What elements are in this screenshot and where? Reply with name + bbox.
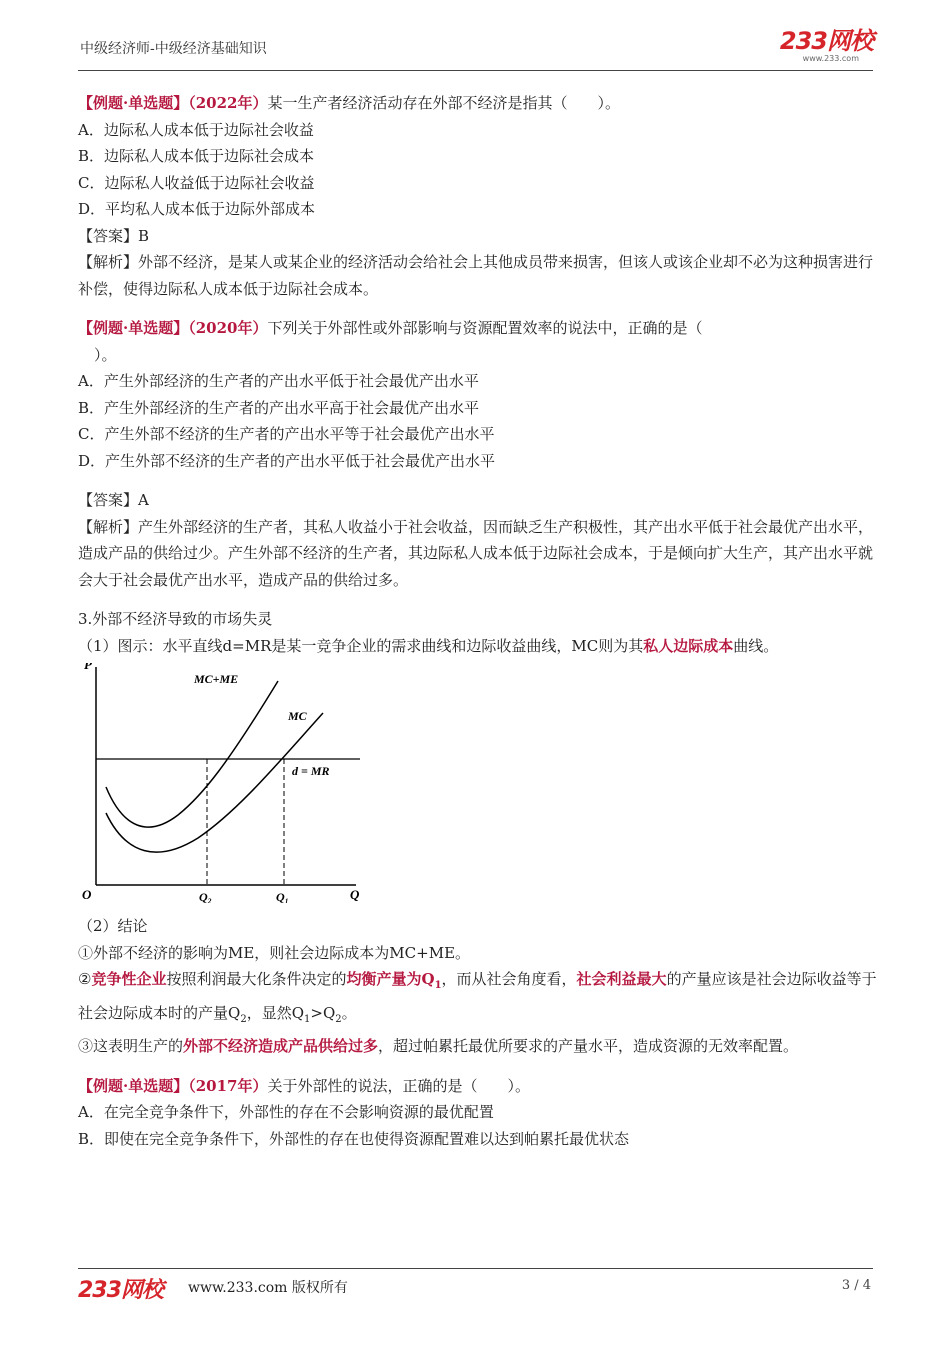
- option: B．产生外部经济的生产者的产出水平高于社会最优产出水平: [78, 398, 480, 417]
- figure-intro: （1）图示：水平直线d=MR是某一竞争企业的需求曲线和边际收益曲线，MC则为其私人边际成本曲线。: [78, 636, 779, 655]
- x-axis-label: Q: [350, 887, 360, 902]
- analysis: 【解析】外部不经济，是某人或某企业的经济活动会给社会上其他成员带来损害，但该人或该企业却不必为这种损害进行补偿，使得边际私人成本低于边际社会成本。: [78, 253, 874, 298]
- question-stem: 【例题·单选题】（2020年）下列关于外部性或外部影响与资源配置效率的说法中，正确的是（: [78, 319, 703, 337]
- footer-logo: 233网校: [78, 1278, 163, 1303]
- y-axis-label: P: [84, 663, 92, 672]
- question-tag: 【例题·单选题】（2022年）: [78, 94, 268, 112]
- question-stem-cont: ）。: [94, 345, 117, 364]
- curve-label-mc-me: MC+ME: [194, 672, 239, 686]
- copyright: www.233.com 版权所有: [188, 1280, 348, 1296]
- option: A．边际私人成本低于边际社会收益: [78, 120, 314, 139]
- option: D．产生外部不经济的生产者的产出水平低于社会最优产出水平: [78, 451, 496, 470]
- option: A．产生外部经济的生产者的产出水平低于社会最优产出水平: [78, 372, 479, 390]
- question-tag: 【例题·单选题】（2017年）: [78, 1076, 268, 1095]
- page-header: [78, 28, 873, 71]
- curve-label-mc: MC: [288, 709, 307, 723]
- logo-text: 233网校: [779, 27, 873, 55]
- option: C．产生外部不经济的生产者的产出水平等于社会最优产出水平: [78, 425, 495, 443]
- page-footer: [78, 1268, 873, 1309]
- conclusion-title: （2）结论: [78, 917, 148, 935]
- q2-label: Q₂: [199, 890, 212, 903]
- main-content: [78, 90, 878, 1152]
- section-title: 3.外部不经济导致的市场失灵: [78, 610, 273, 628]
- line-label-dmr: d = MR: [292, 764, 330, 778]
- origin-label: O: [82, 887, 92, 902]
- logo-url: www.233.com: [802, 54, 859, 63]
- option: A．在完全竞争条件下，外部性的存在不会影响资源的最优配置: [78, 1103, 494, 1121]
- option: B．边际私人成本低于边际社会成本: [78, 147, 315, 165]
- question-tag: 【例题·单选题】（2020年）: [78, 319, 268, 337]
- answer: 【答案】B: [78, 226, 150, 245]
- document-title: 中级经济师-中级经济基础知识: [80, 41, 267, 57]
- page-number: 3 / 4: [841, 1278, 871, 1293]
- conclusion-3: ③这表明生产的外部不经济造成产品供给过多，超过帕累托最优所要求的产量水平，造成资源的无效率配置。: [78, 1037, 799, 1055]
- conclusion-1: ①外部不经济的影响为ME，则社会边际成本为MC+ME。: [78, 943, 471, 962]
- option: D．平均私人成本低于边际外部成本: [78, 200, 316, 218]
- analysis: 【解析】产生外部经济的生产者，其私人收益小于社会收益，因而缺乏生产积极性，其产出水平低于社会最优产出水平，造成产品的供给过少。产生外部不经济的生产者，其边际私人成本低于边际社会成本，于是倾向扩大生产，其产出水平就会大于社会最优产出水平，造成产品的供给过多。: [78, 517, 874, 589]
- option: C．边际私人收益低于边际社会收益: [78, 173, 315, 192]
- externality-graph: [78, 663, 378, 903]
- option: B．即使在完全竞争条件下，外部性的存在也使得资源配置难以达到帕累托最优状态: [78, 1129, 630, 1148]
- brand-logo: [780, 28, 873, 63]
- question-stem: 【例题·单选题】（2017年）关于外部性的说法，正确的是（ ）。: [78, 1076, 530, 1095]
- graph-svg: [78, 663, 378, 903]
- conclusion-2: ②竞争性企业按照利润最大化条件决定的均衡产量为$Q_1$，而从社会角度看，社会利益最大的产量应该是社会边际收益等于社会边际成本时的产量$Q_2$，显然$Q_1>Q_2$。: [78, 970, 877, 1025]
- answer: 【答案】A: [78, 491, 149, 509]
- private-cost-curve: [106, 713, 323, 852]
- question-stem: 【例题·单选题】（2022年）某一生产者经济活动存在外部不经济是指其（ ）。: [78, 94, 620, 112]
- q1-label: Q₁: [276, 890, 289, 903]
- social-cost-curve: [106, 681, 278, 827]
